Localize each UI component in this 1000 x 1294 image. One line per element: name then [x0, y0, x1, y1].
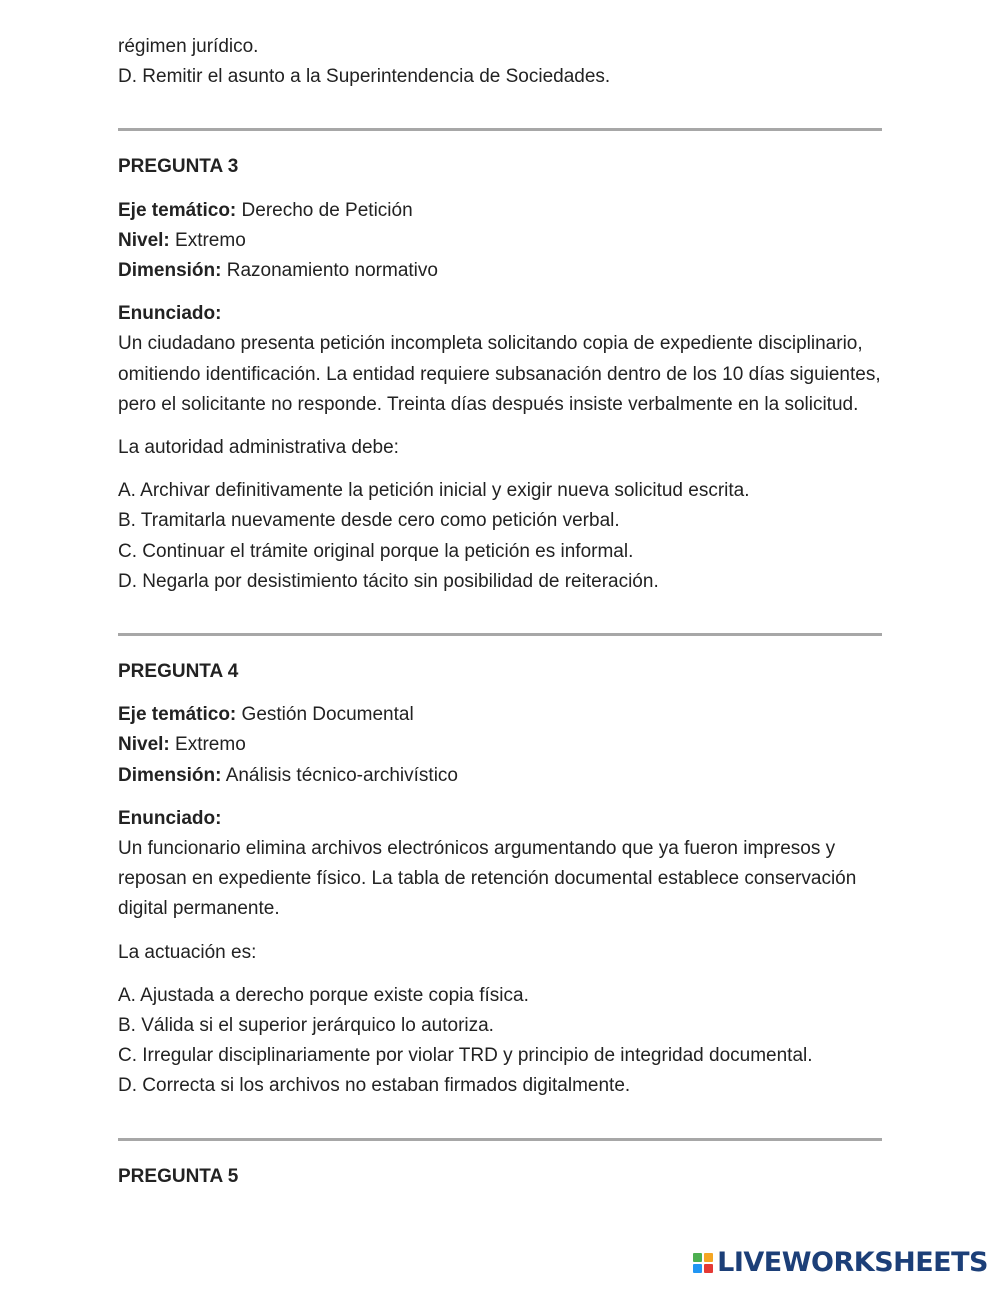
mark-square-3: [693, 1264, 702, 1273]
question-prompt: La actuación es:: [118, 941, 257, 963]
level-value: Extremo: [175, 734, 246, 756]
statement-label: Enunciado:: [118, 303, 222, 325]
liveworksheets-logo: [693, 1247, 988, 1278]
question-title: PREGUNTA 3: [118, 156, 239, 178]
option-b: B. Válida si el superior jerárquico lo autoriza.: [118, 1015, 494, 1037]
topic-label: Eje temático:: [118, 704, 237, 726]
mark-square-1: [693, 1253, 702, 1262]
statement-text: Un ciudadano presenta petición incompleta solicitando copia de expediente disciplinario, omitiendo identificación. La entidad requiere subsanación dentro de los 10 días siguientes, pero el solicitante no responde. Treinta días después insiste verbalmente en la solicitud.: [118, 333, 881, 415]
level-label: Nivel:: [118, 229, 170, 251]
liveworksheets-mark-icon: [693, 1253, 713, 1273]
topic-row: [118, 700, 882, 730]
statement-label: Enunciado:: [118, 807, 222, 829]
topic-label: Eje temático:: [118, 199, 237, 221]
dimension-row: [118, 256, 882, 286]
level-row: [118, 730, 882, 760]
mark-square-4: [704, 1264, 713, 1273]
question-3: [118, 152, 882, 597]
question-title: PREGUNTA 4: [118, 661, 239, 683]
mark-square-2: [704, 1253, 713, 1262]
liveworksheets-wordmark: LIVEWORKSHEETS: [717, 1247, 988, 1278]
previous-option-d: D. Remitir el asunto a la Superintendencia de Sociedades.: [118, 66, 611, 88]
level-row: [118, 226, 882, 256]
option-a: A. Archivar definitivamente la petición inicial y exigir nueva solicitud escrita.: [118, 480, 750, 502]
dimension-label: Dimensión:: [118, 260, 222, 282]
option-c: C. Irregular disciplinariamente por violar TRD y principio de integridad documental.: [118, 1045, 813, 1067]
topic-value: Gestión Documental: [241, 704, 414, 726]
previous-option-tail: régimen jurídico.: [118, 36, 259, 57]
level-value: Extremo: [175, 229, 246, 251]
statement-text: Un funcionario elimina archivos electrónicos argumentando que ya fueron impresos y reposan en expediente físico. La tabla de retención documental establece conservación digital permanente.: [118, 838, 857, 920]
topic-row: [118, 196, 882, 226]
question-prompt: La autoridad administrativa debe:: [118, 437, 399, 459]
dimension-label: Dimensión:: [118, 764, 222, 786]
option-a: A. Ajustada a derecho porque existe copia física.: [118, 984, 529, 1006]
dimension-value: Razonamiento normativo: [226, 260, 438, 282]
question-5-title: PREGUNTA 5: [118, 1165, 239, 1187]
level-label: Nivel:: [118, 734, 170, 756]
dimension-value: Análisis técnico-archivístico: [225, 764, 458, 786]
question-4: [118, 657, 882, 1102]
option-d: D. Negarla por desistimiento tácito sin posibilidad de reiteración.: [118, 570, 659, 592]
dimension-row: [118, 761, 882, 791]
worksheet-content: [118, 32, 882, 1192]
option-c: C. Continuar el trámite original porque la petición es informal.: [118, 540, 634, 562]
option-d: D. Correcta si los archivos no estaban firmados digitalmente.: [118, 1075, 631, 1097]
topic-value: Derecho de Petición: [241, 199, 413, 221]
option-b: B. Tramitarla nuevamente desde cero como petición verbal.: [118, 510, 620, 532]
